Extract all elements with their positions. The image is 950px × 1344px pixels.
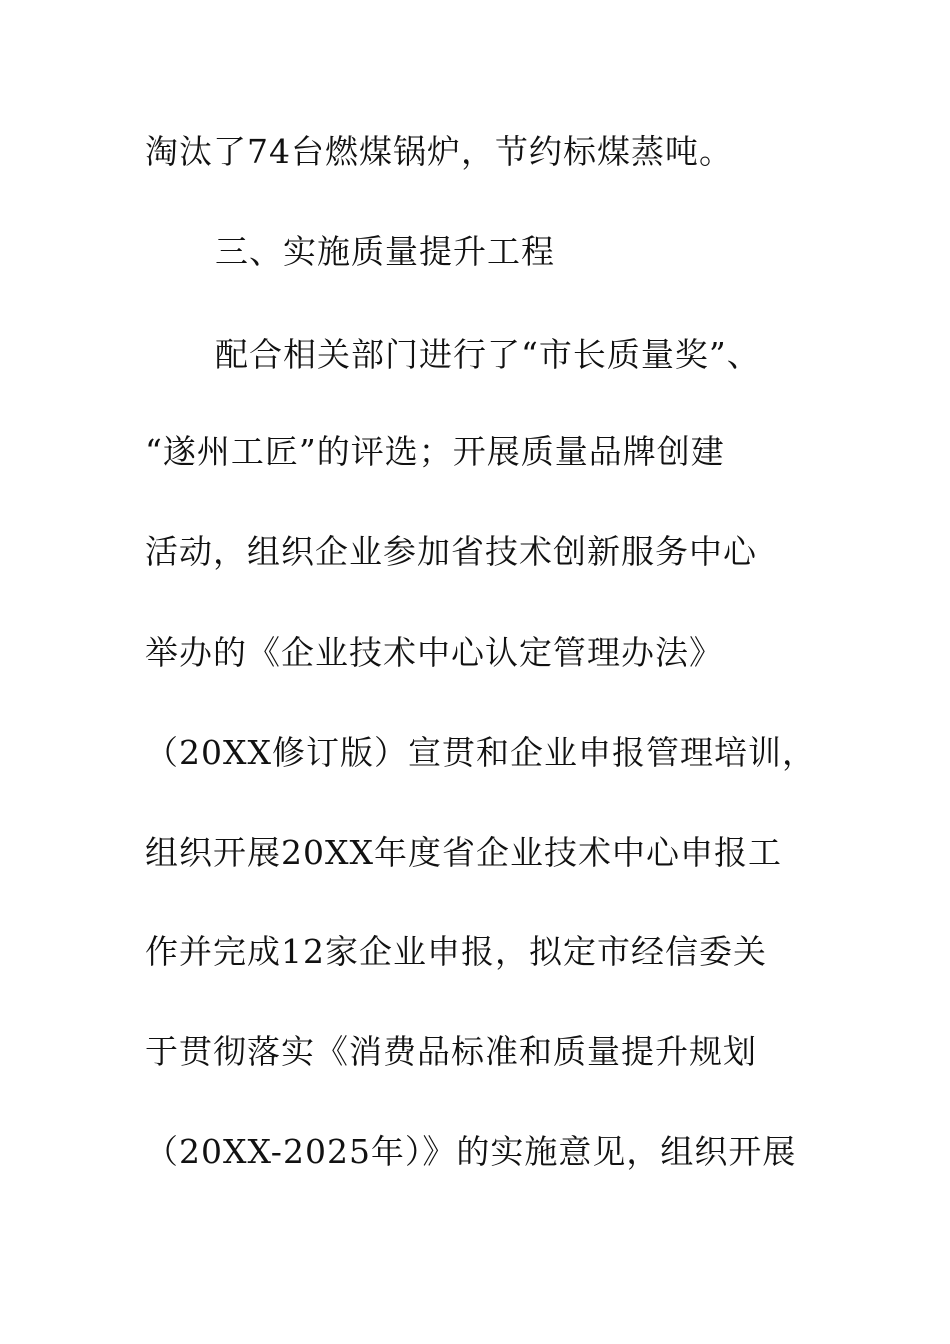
- paragraph-line-10: 于贯彻落实《消费品标准和质量提升规划: [145, 1032, 757, 1071]
- paragraph-line-6: 举办的《企业技术中心认定管理办法》: [145, 633, 723, 672]
- paragraph-line-9: 作并完成12家企业申报，拟定市经信委关: [145, 932, 767, 971]
- paragraph-line-5: 活动，组织企业参加省技术创新服务中心: [145, 532, 757, 571]
- paragraph-line-11: （20XX-2025年）》的实施意见，组织开展: [145, 1132, 797, 1171]
- paragraph-line-4: “遂州工匠”的评选；开展质量品牌创建: [145, 432, 725, 471]
- paragraph-line-1: 淘汰了74台燃煤锅炉，节约标煤蒸吨。: [145, 132, 733, 171]
- paragraph-line-7: （20XX修订版）宣贯和企业申报管理培训，: [145, 733, 816, 772]
- paragraph-line-8: 组织开展20XX年度省企业技术中心申报工: [145, 833, 782, 872]
- section-heading: 三、实施质量提升工程: [215, 232, 555, 271]
- paragraph-line-3: 配合相关部门进行了“市长质量奖”、: [215, 335, 761, 374]
